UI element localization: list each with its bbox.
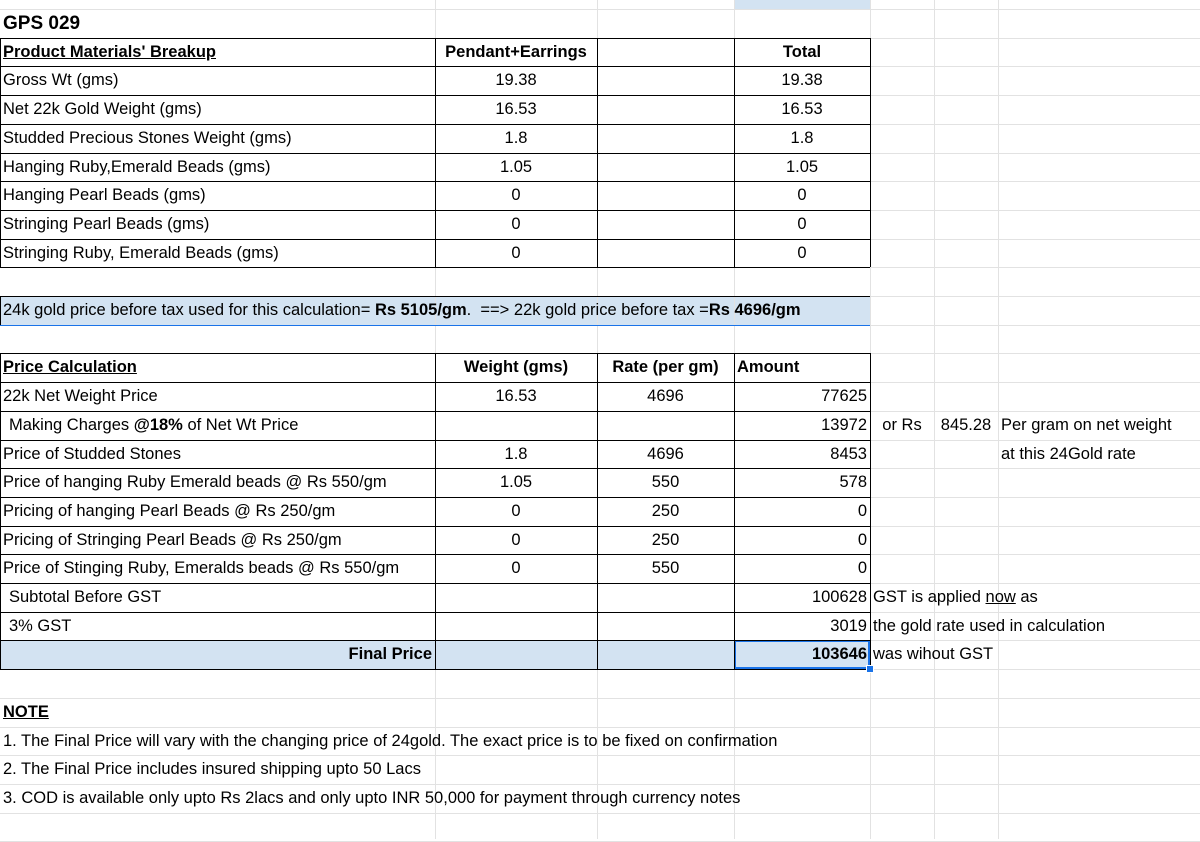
materials-row-label[interactable]: Hanging Pearl Beads (gms) — [3, 186, 206, 205]
materials-row-pendant[interactable]: 0 — [511, 215, 521, 234]
table-border — [0, 296, 870, 297]
materials-row-label[interactable]: Stringing Ruby, Emerald Beads (gms) — [3, 243, 279, 262]
materials-row-total[interactable]: 0 — [797, 215, 807, 234]
side-gst-line3[interactable]: was wihout GST — [873, 645, 994, 664]
price-row-rate[interactable]: 250 — [651, 502, 680, 521]
column-header-highlight — [734, 0, 870, 9]
price-row-label[interactable]: Price of Stinging Ruby, Emeralds beads @ Rs 550/gm — [3, 559, 400, 578]
materials-row-label[interactable]: Gross Wt (gms) — [3, 71, 119, 90]
table-border — [0, 669, 870, 670]
table-border — [870, 353, 871, 669]
side-rate-text[interactable]: at this 24Gold rate — [1001, 444, 1136, 463]
price-header-label[interactable]: Price Calculation — [3, 358, 137, 377]
gold-rate-prefix: 24k gold price before tax used for this calculation= — [3, 301, 375, 320]
sheet-title[interactable]: GPS 029 — [3, 13, 81, 34]
materials-row-pendant[interactable]: 19.38 — [495, 71, 537, 90]
side-gst-now: now — [985, 588, 1016, 607]
price-row-weight[interactable]: 16.53 — [495, 387, 537, 406]
making-pct: @18% — [133, 416, 183, 435]
side-gst-pre: GST is applied — [873, 588, 986, 607]
materials-row-label[interactable]: Studded Precious Stones Weight (gms) — [3, 129, 292, 148]
materials-row-pendant[interactable]: 1.8 — [504, 129, 528, 148]
side-gst-line2[interactable]: the gold rate used in calculation — [873, 616, 1106, 635]
table-border — [0, 267, 870, 268]
final-price-label[interactable]: Final Price — [348, 645, 432, 664]
price-row-weight[interactable]: 1.05 — [499, 473, 533, 492]
table-border — [734, 353, 735, 669]
gold-rate-note[interactable] — [0, 296, 870, 325]
price-row-weight[interactable]: 0 — [511, 502, 521, 521]
materials-row-total[interactable]: 0 — [797, 186, 807, 205]
note-item[interactable]: 2. The Final Price includes insured shipping upto 50 Lacs — [3, 760, 421, 779]
materials-row-pendant[interactable]: 16.53 — [495, 100, 537, 119]
gold-rate-24k: Rs 5105/gm — [374, 301, 467, 320]
price-row-label[interactable]: 22k Net Weight Price — [3, 387, 158, 406]
price-row-weight[interactable]: 1.8 — [504, 444, 528, 463]
table-border — [870, 38, 871, 267]
note-item[interactable]: 3. COD is available only upto Rs 2lacs and only upto INR 50,000 for payment through currency notes — [3, 789, 741, 808]
grid-row-line — [0, 813, 1200, 814]
gst-label[interactable]: 3% GST — [9, 616, 72, 635]
note-item[interactable]: 1. The Final Price will vary with the changing price of 24gold. The exact price is to be fixed on confirmation — [3, 731, 778, 750]
table-border — [734, 38, 735, 267]
materials-row-pendant[interactable]: 0 — [511, 243, 521, 262]
materials-row-total[interactable]: 19.38 — [781, 71, 823, 90]
price-row-rate[interactable]: 550 — [651, 473, 680, 492]
price-row-rate[interactable]: 550 — [651, 559, 680, 578]
side-gst-post: as — [1015, 588, 1038, 607]
materials-row-pendant[interactable]: 1.05 — [499, 157, 533, 176]
notes-heading[interactable]: NOTE — [3, 703, 49, 722]
price-row-label[interactable]: Pricing of Stringing Pearl Beads @ Rs 250/gm — [3, 530, 342, 549]
making-charges-amount[interactable]: 13972 — [821, 416, 867, 435]
materials-row-total[interactable]: 16.53 — [781, 100, 823, 119]
making-charges-label[interactable] — [0, 411, 435, 440]
materials-row-label[interactable]: Stringing Pearl Beads (gms) — [3, 215, 210, 234]
price-row-rate[interactable]: 4696 — [647, 444, 684, 463]
price-row-label[interactable]: Price of Studded Stones — [3, 444, 181, 463]
gold-rate-middle: . ==> 22k gold price before tax = — [466, 301, 709, 320]
table-border — [435, 38, 436, 267]
materials-row-total[interactable]: 1.8 — [790, 129, 814, 148]
side-gst-line1[interactable] — [870, 583, 1200, 612]
materials-row-total[interactable]: 1.05 — [785, 157, 819, 176]
price-row-rate[interactable]: 4696 — [647, 387, 684, 406]
side-or-rs[interactable]: or Rs — [882, 416, 922, 435]
table-border — [0, 38, 1, 267]
price-row-weight[interactable]: 0 — [511, 559, 521, 578]
materials-row-label[interactable]: Net 22k Gold Weight (gms) — [3, 100, 202, 119]
price-row-rate[interactable]: 250 — [651, 530, 680, 549]
making-post: of Net Wt Price — [182, 416, 299, 435]
selection-fill-handle[interactable] — [866, 665, 874, 673]
price-header-amount[interactable]: Amount — [737, 358, 800, 377]
gst-amount[interactable]: 3019 — [830, 616, 867, 635]
price-row-amount[interactable]: 0 — [857, 559, 867, 578]
price-row-label[interactable]: Price of hanging Ruby Emerald beads @ Rs 550/gm — [3, 473, 387, 492]
materials-row-total[interactable]: 0 — [797, 243, 807, 262]
side-per-gram-text[interactable]: Per gram on net weight — [1001, 416, 1172, 435]
table-border — [0, 296, 1, 325]
price-row-amount[interactable]: 8453 — [830, 444, 867, 463]
price-header-weight[interactable]: Weight (gms) — [463, 358, 569, 377]
price-row-amount[interactable]: 77625 — [821, 387, 867, 406]
materials-row-pendant[interactable]: 0 — [511, 186, 521, 205]
price-row-amount[interactable]: 0 — [857, 502, 867, 521]
price-row-amount[interactable]: 0 — [857, 530, 867, 549]
table-border — [0, 325, 870, 326]
subtotal-label[interactable]: Subtotal Before GST — [9, 588, 162, 607]
subtotal-amount[interactable]: 100628 — [811, 588, 867, 607]
table-border — [435, 353, 436, 669]
table-border — [0, 353, 1, 669]
side-per-gram-value[interactable]: 845.28 — [940, 416, 992, 435]
final-price-amount[interactable]: 103646 — [734, 640, 870, 669]
price-header-rate[interactable]: Rate (per gm) — [612, 358, 719, 377]
price-row-label[interactable]: Pricing of hanging Pearl Beads @ Rs 250/gm — [3, 502, 336, 521]
price-row-amount[interactable]: 578 — [839, 473, 867, 492]
table-border — [597, 38, 598, 267]
gold-rate-22k: Rs 4696/gm — [708, 301, 801, 320]
materials-row-label[interactable]: Hanging Ruby,Emerald Beads (gms) — [3, 157, 271, 176]
materials-header-label[interactable]: Product Materials' Breakup — [3, 42, 216, 61]
price-row-weight[interactable]: 0 — [511, 530, 521, 549]
materials-header-pendant[interactable]: Pendant+Earrings — [445, 42, 587, 61]
making-pre: Making Charges — [9, 416, 134, 435]
table-border — [597, 353, 598, 669]
materials-header-total[interactable]: Total — [782, 42, 822, 61]
